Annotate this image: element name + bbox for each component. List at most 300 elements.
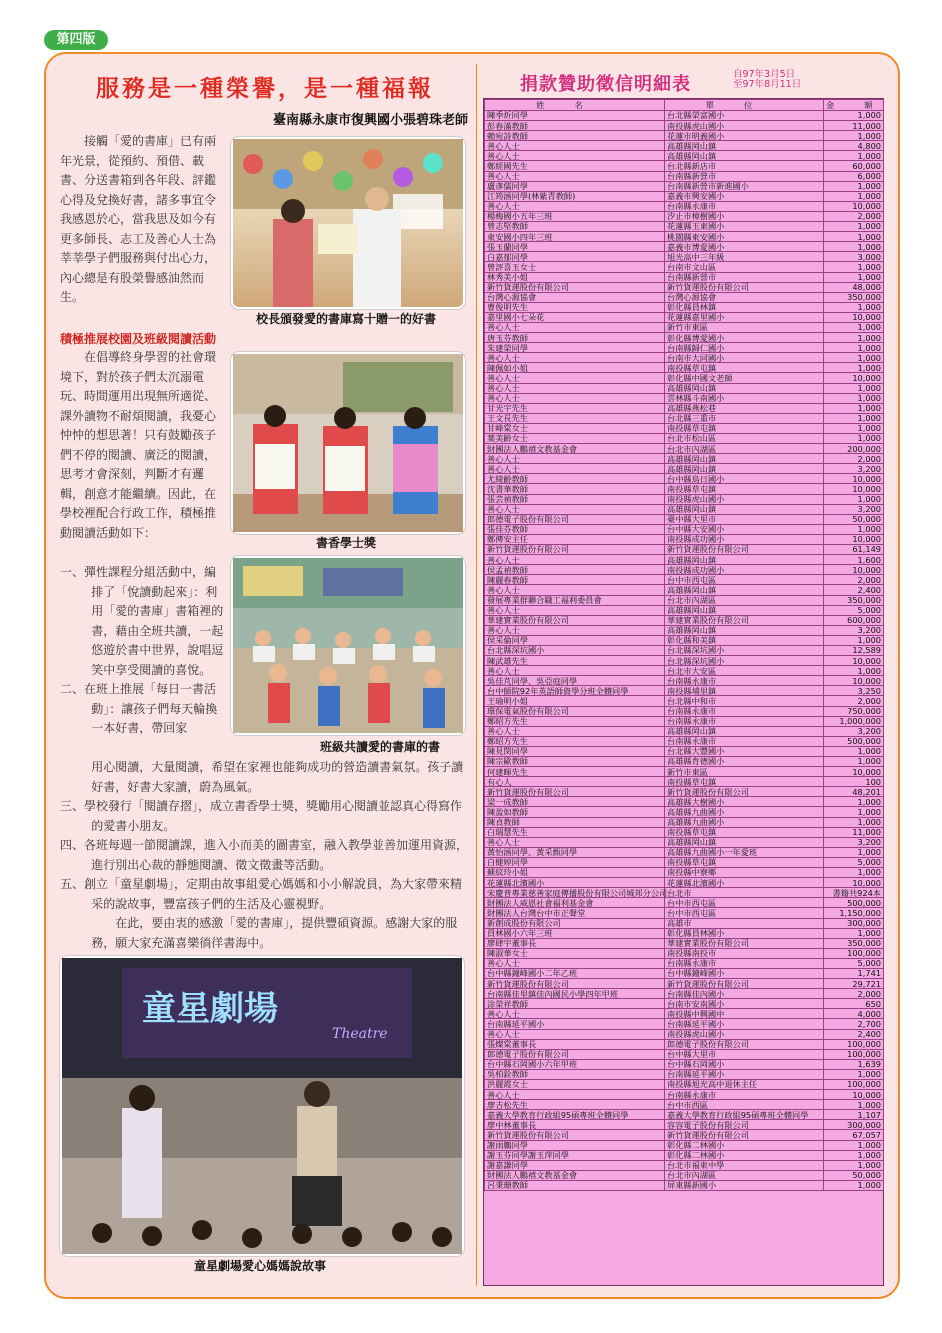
date-from: 自97年3月5日	[733, 69, 796, 80]
cell-unit: 旭光高中三年級	[665, 252, 824, 262]
cell-unit: 高雄縣九曲國小一年愛班	[665, 847, 824, 857]
cell-name: 台中縣石岡國小六年甲班	[485, 1059, 665, 1069]
table-row	[485, 181, 884, 191]
cell-name: 善心人士	[485, 666, 665, 676]
table-row	[485, 434, 884, 444]
cell-unit: 台南縣歸仁國小	[665, 343, 824, 353]
cell-name: 楊梅國小五年三班	[485, 211, 665, 221]
cell-name: 財團法人鵬禧文教基金會	[485, 1170, 665, 1180]
cell-amount: 300,000	[824, 918, 884, 928]
article-author: 臺南縣永康市復興國小張碧珠老師	[272, 113, 468, 128]
table-row	[485, 484, 884, 494]
table-row	[485, 322, 884, 332]
cell-name: 王文長先生	[485, 413, 665, 423]
table-row	[485, 837, 884, 847]
cell-name: 善心人士	[485, 1029, 665, 1039]
cell-unit: 彰化縣員林鎮	[665, 302, 824, 312]
table-row	[485, 999, 884, 1009]
cell-unit: 華建實業股份有限公司	[665, 615, 824, 625]
cell-amount: 67,057	[824, 1130, 884, 1140]
table-row	[485, 696, 884, 706]
cell-name: 何建暉先生	[485, 767, 665, 777]
photo-reading-award-image	[233, 354, 463, 532]
table-row	[485, 292, 884, 302]
cell-name: 宋慶普專業慈善家庭傳播股份有限公司城邦分公司	[485, 888, 665, 898]
table-row	[485, 1090, 884, 1100]
table-row	[485, 161, 884, 171]
cell-amount: 100,000	[824, 948, 884, 958]
table-row	[485, 1110, 884, 1120]
section-title: 積極推展校園及班級閱讀活動	[60, 332, 217, 346]
cell-unit: 容容電子股份有限公司	[665, 1120, 824, 1130]
table-row	[485, 868, 884, 878]
cell-unit: 嘉義市興安國小	[665, 191, 824, 201]
table-row	[485, 1180, 884, 1190]
cell-name: 有心人	[485, 777, 665, 787]
cell-amount: 1,000	[824, 413, 884, 423]
cell-amount: 1,000	[824, 322, 884, 332]
cell-unit: 台北市內湖區	[665, 444, 824, 454]
cell-unit: 嘉義市博愛國小	[665, 242, 824, 252]
table-row	[485, 958, 884, 968]
cell-unit: 台南縣新營市	[665, 272, 824, 282]
cell-name: 曾評喜玉女士	[485, 262, 665, 272]
cell-unit: 彰化縣博愛國小	[665, 333, 824, 343]
cell-name: 張玉蘭同學	[485, 242, 665, 252]
cell-amount: 10,000	[824, 1090, 884, 1100]
cell-name: 嘉義大學教育行政組95碩專班全體同學	[485, 1110, 665, 1120]
table-row	[485, 494, 884, 504]
table-row	[485, 615, 884, 625]
cell-name: 王瑜明小姐	[485, 696, 665, 706]
cell-amount: 1,000	[824, 928, 884, 938]
cell-amount: 1,000	[824, 222, 884, 232]
table-row	[485, 726, 884, 736]
table-row	[485, 141, 884, 151]
table-row	[485, 1039, 884, 1049]
donation-table-container	[483, 98, 903, 1286]
table-body	[485, 111, 884, 1191]
cell-amount: 1,000	[824, 302, 884, 312]
cell-name: 張燦棠董事長	[485, 1039, 665, 1049]
cell-amount: 2,700	[824, 1019, 884, 1029]
cell-name: 善心人士	[485, 958, 665, 968]
photo-principal-award	[231, 137, 465, 309]
table-row	[485, 1049, 884, 1059]
cell-name: 甘峰棠女士	[485, 423, 665, 433]
cell-amount: 1,000	[824, 333, 884, 343]
cell-amount: 4,800	[824, 141, 884, 151]
cell-name: 新創成股份有限公司	[485, 918, 665, 928]
cell-amount: 50,000	[824, 1170, 884, 1180]
cell-name: 善心人士	[485, 464, 665, 474]
table-row	[485, 1170, 884, 1180]
cell-name: 鄭昭方先生	[485, 736, 665, 746]
cell-amount: 書籍共924本	[824, 888, 884, 898]
donation-table	[484, 99, 903, 1191]
cell-unit: 嘉義大學教育行政組95碩專班全體同學	[665, 1110, 824, 1120]
table-row	[485, 898, 884, 908]
cell-unit: 高雄縣燕松巷	[665, 403, 824, 413]
cell-name: 白嘉郁同學	[485, 252, 665, 262]
table-row	[485, 575, 884, 585]
cell-name: 洪麗霞女士	[485, 1080, 665, 1090]
table-row	[485, 807, 884, 817]
table-row	[485, 928, 884, 938]
cell-amount: 1,000	[824, 242, 884, 252]
cell-amount: 1,000	[824, 817, 884, 827]
cell-amount: 350,000	[824, 292, 884, 302]
table-row	[485, 1160, 884, 1170]
table-row	[485, 151, 884, 161]
cell-unit: 彰化縣二林國小	[665, 1150, 824, 1160]
table-row	[485, 908, 884, 918]
cell-name: 黃怡涵同學、黃采甄同學	[485, 847, 665, 857]
cell-name: 新竹貨運股份有限公司	[485, 979, 665, 989]
cell-name: 賴宛詩教師	[485, 131, 665, 141]
table-row	[485, 989, 884, 999]
intro-text	[60, 132, 226, 308]
cell-amount: 2,000	[824, 454, 884, 464]
cell-name: 白瑞慧先生	[485, 827, 665, 837]
cell-unit: 台中縣大里市	[665, 1049, 824, 1059]
cell-amount: 11,000	[824, 827, 884, 837]
table-row	[485, 1130, 884, 1140]
cell-amount: 50,000	[824, 514, 884, 524]
list-part2	[60, 758, 468, 953]
cell-unit: 南投縣虎山國小	[665, 121, 824, 131]
cell-amount: 1,000	[824, 343, 884, 353]
cell-amount: 200,000	[824, 444, 884, 454]
cell-unit: 高雄縣岡山鎮	[665, 464, 824, 474]
cell-name: 林秀美小姐	[485, 272, 665, 282]
cell-amount: 500,000	[824, 736, 884, 746]
cell-name: 曾志堅教師	[485, 222, 665, 232]
cell-unit: 汐止市樟樹國小	[665, 211, 824, 221]
cell-unit: 台南縣延平國小	[665, 1069, 824, 1079]
body1-text	[60, 348, 226, 543]
cell-amount: 1,000	[824, 111, 884, 121]
cell-amount: 60,000	[824, 161, 884, 171]
cell-name: 陳見閔同學	[485, 746, 665, 756]
cell-amount: 1,639	[824, 1059, 884, 1069]
table-row	[485, 423, 884, 433]
cell-name: 善心人士	[485, 504, 665, 514]
cell-amount: 1,000	[824, 1140, 884, 1150]
cell-name: 台中師院92年英語師資學分班全體同學	[485, 686, 665, 696]
cell-name: 郎德電子股份有限公司	[485, 1049, 665, 1059]
cell-name: 侯孟禎教師	[485, 565, 665, 575]
cell-name: 花蓮縣北濱國小	[485, 878, 665, 888]
cell-name: 陳貞教師	[485, 817, 665, 827]
table-row	[485, 1019, 884, 1029]
cell-unit: 華建實業股份有限公司	[665, 938, 824, 948]
cell-name: 新竹貨運股份有限公司	[485, 787, 665, 797]
table-row	[485, 534, 884, 544]
table-row	[485, 211, 884, 221]
cell-amount: 10,000	[824, 373, 884, 383]
cell-unit: 高雄縣岡山鎮	[665, 383, 824, 393]
cell-name: 新竹貨運股份有限公司	[485, 545, 665, 555]
header-amount: 金額	[824, 100, 884, 111]
cell-name: 陳佩如小姐	[485, 363, 665, 373]
cell-name: 廖吉松先生	[485, 1100, 665, 1110]
cell-amount: 1,000	[824, 847, 884, 857]
theatre-banner-sub: Theatre	[332, 1026, 388, 1042]
cell-unit: 台北縣榮富國小	[665, 111, 824, 121]
cell-name: 謝嘉謙同學	[485, 1160, 665, 1170]
caption-photo2: 書香學士獎	[315, 536, 376, 550]
cell-name: 善心人士	[485, 373, 665, 383]
cell-name: 鄭昭方先生	[485, 716, 665, 726]
cell-name: 善心人士	[485, 322, 665, 332]
table-row	[485, 262, 884, 272]
cell-amount: 100,000	[824, 1039, 884, 1049]
cell-amount: 1,000	[824, 635, 884, 645]
cell-amount: 1,000	[824, 868, 884, 878]
table-row	[485, 191, 884, 201]
cell-amount: 2,000	[824, 211, 884, 221]
table-row	[485, 938, 884, 948]
cell-unit: 高雄縣岡山鎮	[665, 454, 824, 464]
table-row	[485, 222, 884, 232]
table-row	[485, 888, 884, 898]
cell-name: 善心人士	[485, 393, 665, 403]
cell-amount: 350,000	[824, 595, 884, 605]
table-row	[485, 252, 884, 262]
cell-name: 吳佳芃同學、吳亞庭同學	[485, 676, 665, 686]
cell-name: 廖中林董事長	[485, 1120, 665, 1130]
cell-amount: 29,721	[824, 979, 884, 989]
cell-unit: 雲林縣斗南國小	[665, 393, 824, 403]
cell-amount: 2,400	[824, 585, 884, 595]
cell-name: 財團法人台灣台中市正聲堂	[485, 908, 665, 918]
cell-unit: 南投縣草屯鎮	[665, 777, 824, 787]
table-row	[485, 333, 884, 343]
cell-amount: 1,000	[824, 403, 884, 413]
table-row	[485, 545, 884, 555]
cell-unit: 台北縣大豐國小	[665, 746, 824, 756]
cell-unit: 新竹市東區	[665, 767, 824, 777]
cell-amount: 4,000	[824, 1009, 884, 1019]
cell-unit: 台南市安南國小	[665, 999, 824, 1009]
cell-unit: 台中縣鳥日國小	[665, 474, 824, 484]
cell-amount: 1,000	[824, 151, 884, 161]
cell-unit: 彰化縣員林國小	[665, 928, 824, 938]
header-name: 姓名	[485, 100, 665, 111]
cell-amount: 1,741	[824, 968, 884, 978]
cell-name: 陳淑華女士	[485, 948, 665, 958]
cell-name: 沈書華教師	[485, 484, 665, 494]
cell-unit: 台北縣深坑國小	[665, 645, 824, 655]
cell-unit: 台北縣新店市	[665, 161, 824, 171]
cell-name: 台北縣深坑國小	[485, 645, 665, 655]
cell-name: 善心人士	[485, 353, 665, 363]
cell-name: 台南縣延平國小	[485, 1019, 665, 1029]
photo-story-theatre-image	[62, 958, 462, 1254]
cell-name: 善心人士	[485, 625, 665, 635]
cell-unit: 台南縣永康市	[665, 706, 824, 716]
cell-amount: 1,000	[824, 807, 884, 817]
cell-unit: 台北市松山區	[665, 434, 824, 444]
cell-amount: 650	[824, 999, 884, 1009]
cell-unit: 台北縣深坑國小	[665, 656, 824, 666]
cell-amount: 100	[824, 777, 884, 787]
table-row	[485, 383, 884, 393]
cell-unit: 高雄縣岡山鎮	[665, 141, 824, 151]
table-row	[485, 857, 884, 867]
table-row	[485, 817, 884, 827]
table-row	[485, 302, 884, 312]
cell-name: 鄭傳安主任	[485, 534, 665, 544]
cell-unit: 台中市西屯區	[665, 575, 824, 585]
cell-unit: 高雄縣岡山鎮	[665, 555, 824, 565]
list-item-2a: 二、在班上推展「每日一書活動」：讓孩子們每天輪換一本好書，帶回家	[60, 682, 218, 735]
cell-unit: 新竹貨運股份有限公司	[665, 1130, 824, 1140]
cell-unit: 台中縣大安國小	[665, 524, 824, 534]
table-row	[485, 403, 884, 413]
cell-amount: 1,000	[824, 181, 884, 191]
table-row	[485, 918, 884, 928]
table-row	[485, 353, 884, 363]
cell-unit: 南投縣南投市	[665, 948, 824, 958]
cell-unit: 南投縣中寮鄉	[665, 868, 824, 878]
cell-unit: 南投縣成功國小	[665, 534, 824, 544]
cell-amount: 10,000	[824, 201, 884, 211]
table-row	[485, 454, 884, 464]
table-row	[485, 464, 884, 474]
cell-unit: 花蓮市明義國小	[665, 131, 824, 141]
cell-amount: 1,000	[824, 383, 884, 393]
cell-name: 陳武雄先生	[485, 656, 665, 666]
cell-amount: 3,200	[824, 726, 884, 736]
cell-amount: 10,000	[824, 878, 884, 888]
cell-amount: 2,000	[824, 696, 884, 706]
cell-amount: 1,150,000	[824, 908, 884, 918]
cell-amount: 61,149	[824, 545, 884, 555]
cell-unit: 台中市西區	[665, 1100, 824, 1110]
cell-amount: 1,000	[824, 746, 884, 756]
cell-name: 華建實業股份有限公司	[485, 615, 665, 625]
cell-unit: 高雄縣岡山鎮	[665, 585, 824, 595]
cell-name: 環保電氣股份有限公司	[485, 706, 665, 716]
cell-amount: 1,000,000	[824, 716, 884, 726]
table-row	[485, 363, 884, 373]
cell-amount: 1,107	[824, 1110, 884, 1120]
caption-photo4: 童星劇場愛心媽媽說故事	[193, 1259, 326, 1273]
column-divider	[476, 64, 477, 1286]
table-row	[485, 1140, 884, 1150]
cell-name: 善心人士	[485, 605, 665, 615]
cell-name: 台中縣鐘峰國小二年乙班	[485, 968, 665, 978]
table-row	[485, 373, 884, 383]
cell-name: 江筠涵同學(林紫青教師)	[485, 191, 665, 201]
cell-unit: 南投縣中興國中	[665, 1009, 824, 1019]
photo-principal-award-image	[233, 139, 463, 307]
cell-name: 蘇紋玲小姐	[485, 868, 665, 878]
cell-name: 善心人士	[485, 151, 665, 161]
cell-unit: 台南縣永康市	[665, 676, 824, 686]
cell-amount: 3,200	[824, 837, 884, 847]
cell-unit: 南投縣草屯鎮	[665, 827, 824, 837]
cell-name: 善心人士	[485, 454, 665, 464]
cell-unit: 新竹貨運股份有限公司	[665, 787, 824, 797]
cell-unit: 台北市福東中學	[665, 1160, 824, 1170]
cell-unit: 新竹市東區	[665, 322, 824, 332]
cell-name: 朱建榮同學	[485, 343, 665, 353]
cell-name: 善心人士	[485, 555, 665, 565]
page-tab: 第四版	[44, 30, 108, 50]
cell-unit: 高雄縣九曲國小	[665, 817, 824, 827]
cell-unit: 南投縣草屯鎮	[665, 857, 824, 867]
cell-amount: 10,000	[824, 474, 884, 484]
table-row	[485, 605, 884, 615]
cell-amount: 1,000	[824, 797, 884, 807]
table-row	[485, 232, 884, 242]
table-row	[485, 656, 884, 666]
table-row	[485, 565, 884, 575]
cell-amount: 5,000	[824, 857, 884, 867]
cell-unit: 台北市	[665, 888, 824, 898]
table-row	[485, 504, 884, 514]
cell-unit: 台南市文山區	[665, 262, 824, 272]
list-item-1: 一、彈性課程分組活動中，編排了「悅讀動起來」：利用「愛的書庫」書箱裡的書，藉由全班共讀，一起悠遊於書中世界，說唱逗笑中享受閱讀的喜悅。	[60, 565, 224, 677]
cell-unit: 台南縣新營市	[665, 171, 824, 181]
cell-unit: 桃園縣東安國小	[665, 232, 824, 242]
article-title: 服務是一種榮譽，是一種福報	[96, 76, 434, 102]
list-item-5: 五、創立「童星劇場」，定期由故事組愛心媽媽和小小解說員，為大家帶來精采的說故事，豐富孩子們的生活及心靈視野。	[60, 877, 463, 911]
table-row	[485, 121, 884, 131]
intro-paragraph: 接觸「愛的書庫」已有兩年光景，從預約、預借、載書、分送書箱到各年段、評鑑心得及兌換好書，諸多事宜令我感恩於心，當我思及如今有更多師長、志工及善心人士為莘莘學子們服務與付出心力，內心總是有股榮譽感油然而生。	[60, 134, 217, 304]
table-row	[485, 514, 884, 524]
cell-unit: 高雄縣岡山鎮	[665, 605, 824, 615]
cell-name: 善心人士	[485, 1090, 665, 1100]
cell-name: 嘉里國小七朵花	[485, 312, 665, 322]
cell-name: 葉美齡女士	[485, 434, 665, 444]
cell-amount: 1,000	[824, 1100, 884, 1110]
cell-name: 梁一成教師	[485, 797, 665, 807]
cell-name: 吳柏銓教師	[485, 1069, 665, 1079]
table-row	[485, 847, 884, 857]
table-row	[485, 757, 884, 767]
table-row	[485, 746, 884, 756]
cell-name: 張芸禎教師	[485, 494, 665, 504]
photo-reading-award	[231, 352, 465, 534]
caption-photo1: 校長頒發愛的書庫寫十贈一的好書	[255, 312, 436, 326]
table-row	[485, 645, 884, 655]
table-row	[485, 1120, 884, 1130]
table-row	[485, 676, 884, 686]
date-range	[733, 70, 801, 90]
cell-unit: 台灣心源協會	[665, 292, 824, 302]
table-row	[485, 767, 884, 777]
cell-amount: 1,000	[824, 1160, 884, 1170]
cell-amount: 500,000	[824, 898, 884, 908]
cell-name: 善心人士	[485, 1009, 665, 1019]
cell-unit: 高雄縣九曲國小	[665, 807, 824, 817]
cell-name: 台灣心源協會	[485, 292, 665, 302]
table-row	[485, 393, 884, 403]
cell-amount: 1,000	[824, 423, 884, 433]
cell-amount: 1,000	[824, 524, 884, 534]
list-item-3: 三、學校發行「閱讀存摺」，成立書香學士獎，獎勵用心閱讀並認真心得寫作的愛書小朋友。	[60, 799, 463, 833]
donation-table-title: 捐款贊助徵信明細表	[520, 74, 691, 95]
cell-unit: 台中縣鐘峰國小	[665, 968, 824, 978]
cell-unit: 台南縣永康市	[665, 201, 824, 211]
cell-name: 白健婷同學	[485, 857, 665, 867]
cell-amount: 10,000	[824, 484, 884, 494]
cell-amount: 10,000	[824, 767, 884, 777]
